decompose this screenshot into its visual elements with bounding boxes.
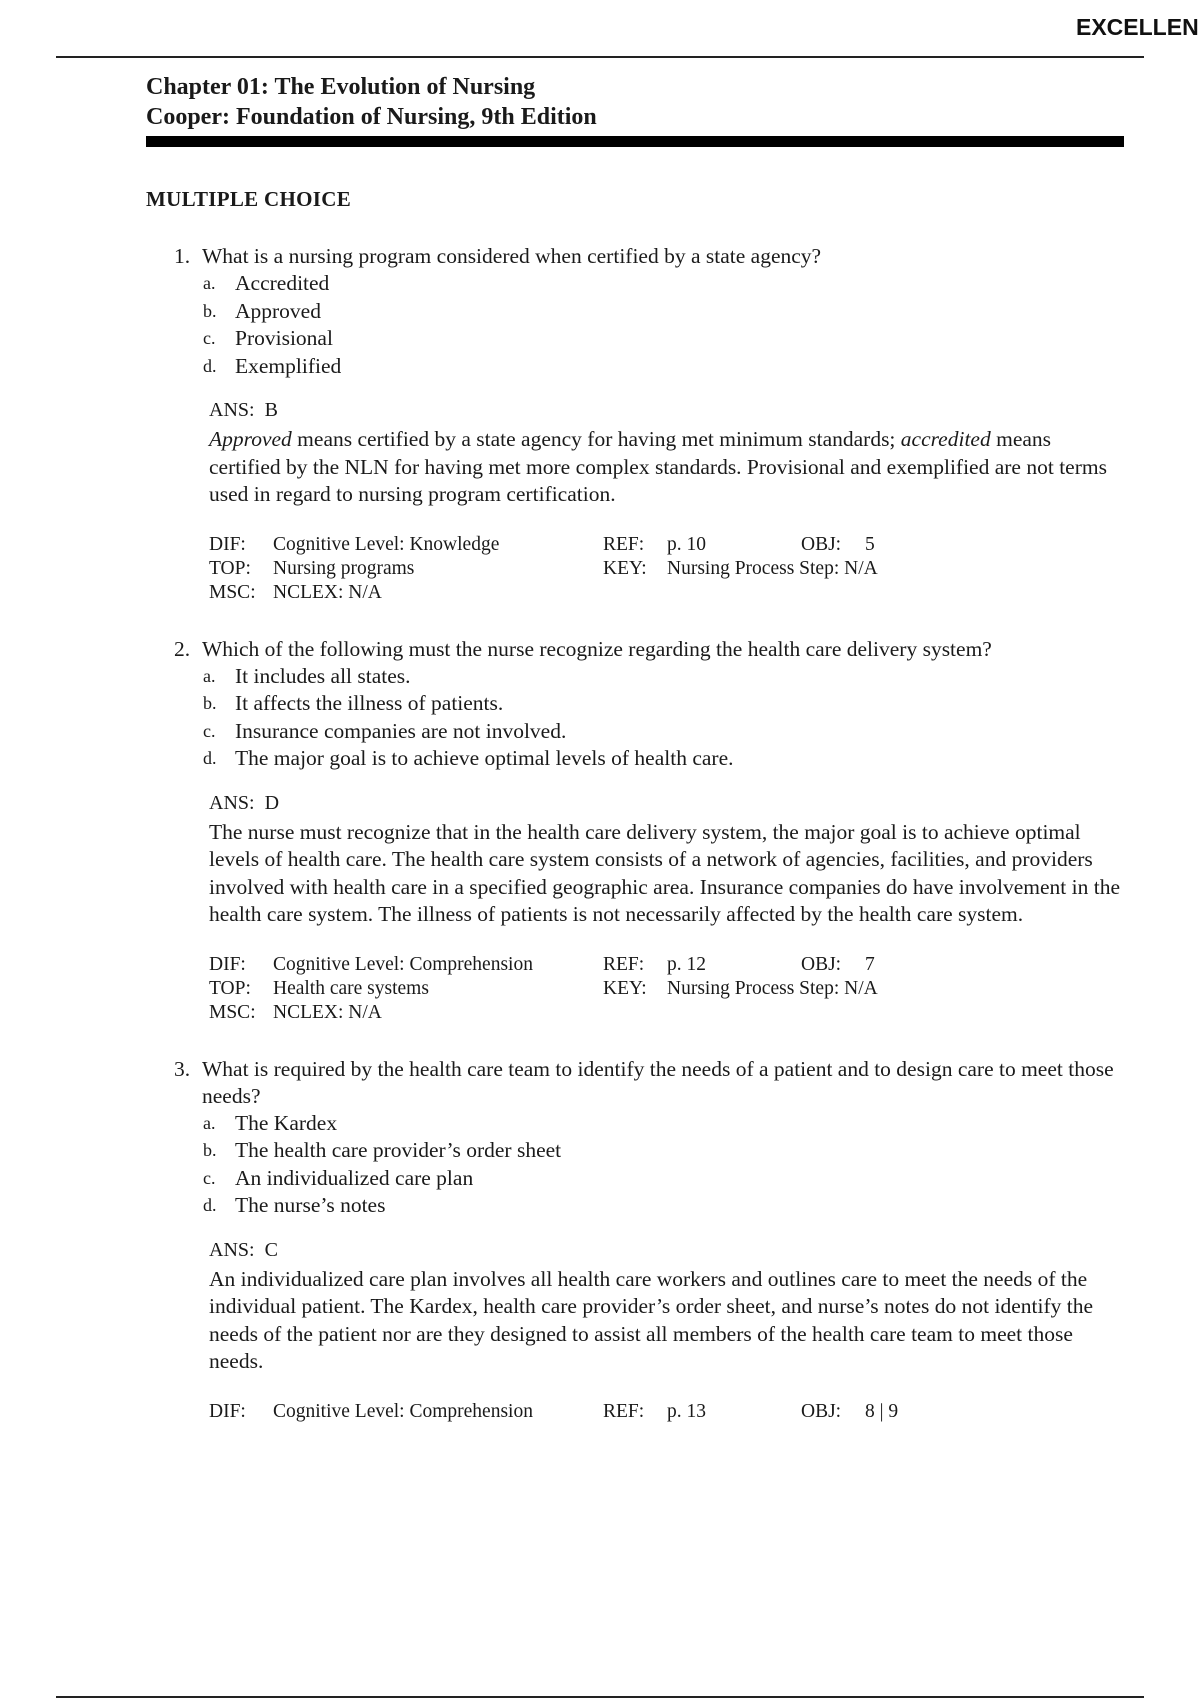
option-c bbox=[203, 1165, 1126, 1193]
topic: Nursing programs bbox=[273, 557, 415, 579]
option-text: The nurse’s notes bbox=[235, 1193, 386, 1217]
option-d bbox=[203, 353, 1126, 381]
option-text: It includes all states. bbox=[235, 663, 411, 688]
ref-label: REF: bbox=[603, 1400, 645, 1422]
option-a bbox=[203, 663, 1126, 691]
question-2 bbox=[146, 636, 1126, 1025]
book-title: Cooper: Foundation of Nursing, 9th Edition bbox=[146, 104, 597, 130]
meta-row bbox=[209, 1400, 1126, 1424]
option-d bbox=[203, 745, 1126, 773]
reference: p. 12 bbox=[667, 953, 706, 975]
answer-letter: C bbox=[264, 1238, 278, 1261]
option-b bbox=[203, 1137, 1126, 1165]
meta-row bbox=[209, 557, 1126, 581]
msc-label: MSC: bbox=[209, 1001, 256, 1023]
difficulty: Cognitive Level: Comprehension bbox=[273, 953, 533, 975]
option-letter: a. bbox=[203, 665, 216, 686]
reference: p. 13 bbox=[667, 1400, 706, 1422]
topic: Health care systems bbox=[273, 977, 429, 999]
rationale-italic-term: accredited bbox=[900, 427, 991, 451]
option-text: Insurance companies are not involved. bbox=[235, 718, 567, 743]
option-a bbox=[203, 270, 1126, 298]
objective: 5 bbox=[865, 533, 875, 555]
question-3 bbox=[146, 1056, 1126, 1424]
question-text: Which of the following must the nurse recognize regarding the health care delivery system? bbox=[202, 636, 992, 661]
section-heading: MULTIPLE CHOICE bbox=[146, 187, 352, 211]
option-text: Accredited bbox=[235, 271, 330, 295]
key: Nursing Process Step: N/A bbox=[667, 557, 878, 579]
chapter-title: Chapter 01: The Evolution of Nursing bbox=[146, 74, 536, 100]
reference: p. 10 bbox=[667, 533, 706, 555]
watermark-text: EXCELLEN bbox=[1076, 14, 1199, 40]
option-text: An individualized care plan bbox=[235, 1165, 474, 1190]
question-stem bbox=[146, 243, 1126, 270]
answer-label: ANS: bbox=[209, 791, 255, 814]
rationale: An individualized care plan involves all health care workers and outlines care to meet the needs of the individual patient. The Kardex, health care provider’s order sheet, and nurse’s notes do not identify the needs of the patient nor are they designed to assist all members of the health care team to meet those needs. bbox=[209, 1266, 1094, 1373]
option-text: It affects the illness of patients. bbox=[235, 691, 504, 715]
dif-label: DIF: bbox=[209, 533, 246, 555]
option-b bbox=[203, 298, 1126, 326]
obj-label: OBJ: bbox=[801, 953, 842, 975]
option-b bbox=[203, 690, 1126, 718]
option-letter: b. bbox=[203, 1140, 217, 1160]
question-1 bbox=[146, 243, 1126, 605]
misc: NCLEX: N/A bbox=[273, 1001, 382, 1023]
option-letter: b. bbox=[203, 300, 217, 321]
option-a bbox=[203, 1110, 1126, 1138]
option-text: Approved bbox=[235, 298, 321, 323]
objective: 8 | 9 bbox=[865, 1400, 899, 1422]
options-list bbox=[203, 1110, 1126, 1220]
misc: NCLEX: N/A bbox=[273, 581, 382, 603]
title-block bbox=[146, 72, 1126, 132]
answer-label: ANS: bbox=[209, 1238, 255, 1261]
option-c bbox=[203, 325, 1126, 353]
option-letter: d. bbox=[203, 748, 217, 768]
options-list bbox=[203, 663, 1126, 773]
question-number: 1. bbox=[174, 244, 191, 268]
option-text: Provisional bbox=[235, 326, 333, 350]
option-text: Exemplified bbox=[235, 353, 342, 378]
answer-letter: B bbox=[264, 399, 278, 421]
answer-letter: D bbox=[264, 791, 280, 814]
answer-line bbox=[209, 790, 1126, 817]
dif-label: DIF: bbox=[209, 953, 246, 975]
answer-block bbox=[209, 790, 1126, 929]
option-letter: c. bbox=[203, 720, 216, 741]
option-letter: c. bbox=[203, 1167, 216, 1188]
question-text: What is a nursing program considered when certified by a state agency? bbox=[202, 244, 822, 268]
answer-label: ANS: bbox=[209, 399, 255, 421]
key: Nursing Process Step: N/A bbox=[667, 977, 878, 999]
question-metadata bbox=[209, 1400, 1126, 1424]
difficulty: Cognitive Level: Comprehension bbox=[273, 1400, 533, 1422]
key-label: KEY: bbox=[603, 977, 647, 999]
option-letter: d. bbox=[203, 355, 217, 376]
title-divider bbox=[146, 136, 1124, 147]
option-letter: a. bbox=[203, 273, 216, 293]
option-c bbox=[203, 718, 1126, 746]
meta-row bbox=[209, 533, 1126, 557]
dif-label: DIF: bbox=[209, 1400, 246, 1422]
meta-row bbox=[209, 581, 1126, 605]
option-text: The major goal is to achieve optimal levels of health care. bbox=[235, 746, 734, 770]
question-text: What is required by the health care team to identify the needs of a patient and to design care to meet those needs? bbox=[202, 1056, 1114, 1108]
meta-row bbox=[209, 1001, 1126, 1025]
question-stem bbox=[146, 1056, 1126, 1110]
answer-line bbox=[209, 1237, 1126, 1264]
top-label: TOP: bbox=[209, 557, 251, 579]
answer-block bbox=[209, 1237, 1126, 1376]
rationale-text: means certified by a state agency for having met minimum standards; bbox=[291, 427, 901, 451]
obj-label: OBJ: bbox=[801, 533, 842, 555]
rationale: The nurse must recognize that in the health care delivery system, the major goal is to achieve optimal levels of health care. The health care system consists of a network of agencies, facilities, and providers involved with health care in a specified geographic area. Insurance companies do have involvement in the health care system. The illness of patients is not necessarily affected by the health care system. bbox=[209, 819, 1121, 926]
option-text: The Kardex bbox=[235, 1110, 338, 1135]
meta-row bbox=[209, 977, 1126, 1001]
ref-label: REF: bbox=[603, 953, 645, 975]
question-metadata bbox=[209, 533, 1126, 605]
option-letter: c. bbox=[203, 328, 216, 348]
answer-line bbox=[209, 397, 1126, 424]
option-letter: b. bbox=[203, 693, 217, 713]
msc-label: MSC: bbox=[209, 581, 256, 603]
option-letter: a. bbox=[203, 1112, 216, 1133]
question-number: 3. bbox=[174, 1056, 191, 1081]
difficulty: Cognitive Level: Knowledge bbox=[273, 533, 500, 555]
option-d bbox=[203, 1192, 1126, 1220]
rationale bbox=[209, 426, 1126, 509]
meta-row bbox=[209, 953, 1126, 977]
document-body bbox=[146, 72, 1126, 1424]
rationale-text: means certified by the NLN for having met more complex standards. Provisional and exemplified are not terms used in regard to nursing program certification. bbox=[209, 427, 1107, 506]
option-text: The health care provider’s order sheet bbox=[235, 1138, 562, 1162]
ref-label: REF: bbox=[603, 533, 645, 555]
obj-label: OBJ: bbox=[801, 1400, 842, 1422]
rationale-italic-term: Approved bbox=[209, 427, 292, 451]
answer-block bbox=[209, 397, 1126, 509]
question-metadata bbox=[209, 953, 1126, 1025]
options-list bbox=[203, 270, 1126, 380]
key-label: KEY: bbox=[603, 557, 647, 579]
option-letter: d. bbox=[203, 1195, 217, 1215]
question-stem bbox=[146, 636, 1126, 663]
question-number: 2. bbox=[174, 636, 191, 661]
objective: 7 bbox=[865, 953, 875, 975]
top-label: TOP: bbox=[209, 977, 251, 999]
top-rule bbox=[56, 56, 1144, 58]
bottom-rule bbox=[56, 1696, 1144, 1698]
